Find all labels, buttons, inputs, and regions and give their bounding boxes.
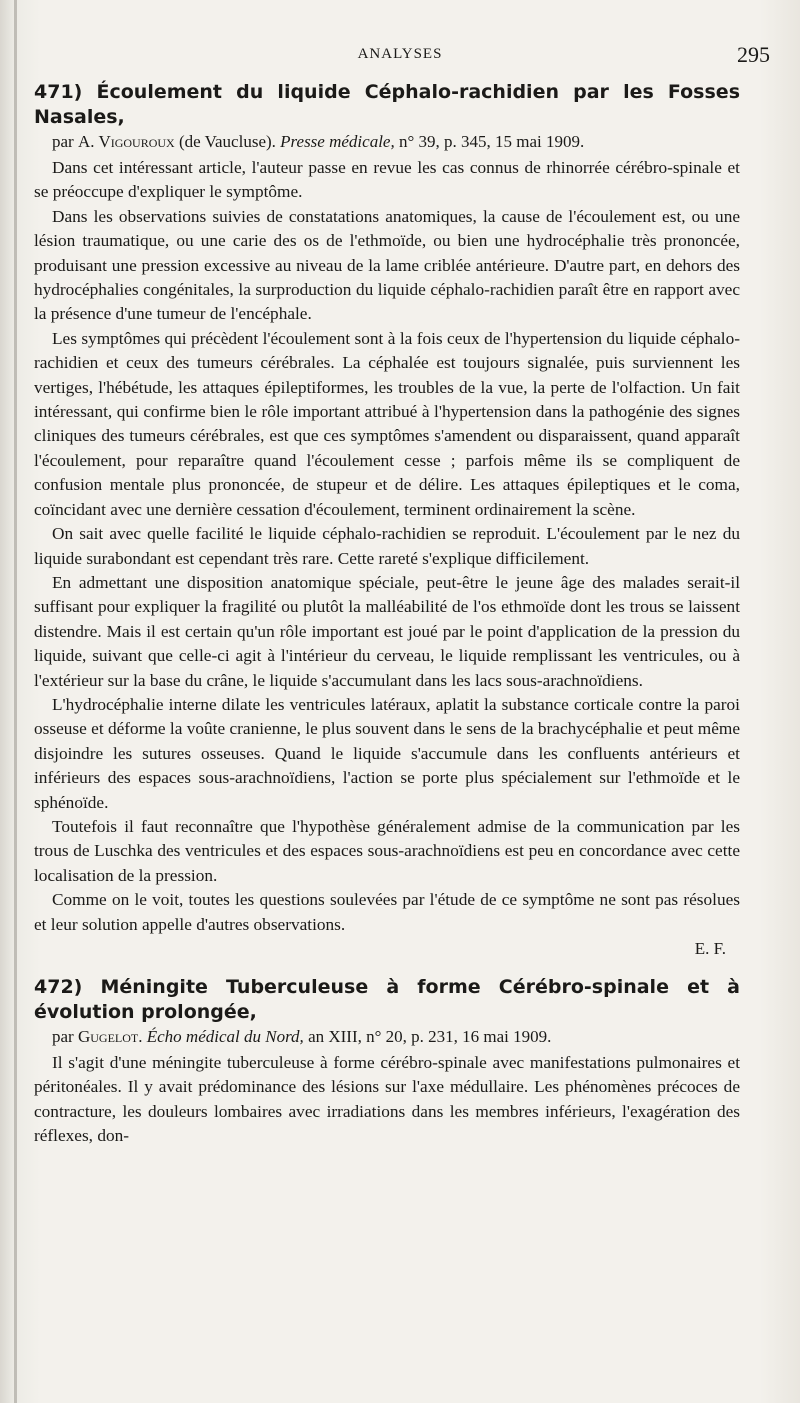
byline-prefix: par bbox=[52, 1027, 74, 1046]
running-head: ANALYSES bbox=[357, 46, 443, 62]
page-header bbox=[30, 42, 770, 70]
author-name: Gugelot. bbox=[77, 1027, 143, 1046]
byline-prefix: par bbox=[52, 132, 74, 151]
article-471 bbox=[34, 80, 740, 959]
article-byline bbox=[34, 130, 740, 154]
signature: E. F. bbox=[694, 939, 726, 958]
citation: an XIII, n° 20, p. 231, 16 mai 1909. bbox=[308, 1027, 552, 1046]
paragraph: Il s'agit d'une méningite tuberculeuse à forme cérébro-spinale avec manifestations pulmonaires et péritonéales. Il y avait prédominance des lésions sur l'axe médullaire. Les phénomènes précoces de contracture, les douleurs lombaires avec irradiations dans les membres inférieurs, l'exagération des réflexes, don- bbox=[34, 1053, 740, 1146]
author-name: A. Vigouroux bbox=[77, 132, 175, 151]
page-content bbox=[34, 80, 740, 1149]
article-title: 471) Écoulement du liquide Céphalo-rachidien par les Fosses Nasales, bbox=[34, 81, 740, 128]
author-place: (de Vaucluse). bbox=[178, 132, 276, 151]
paragraph: Toutefois il faut reconnaître que l'hypothèse généralement admise de la communication par les trous de Luschka des ventricules et des espaces sous-arachnoïdiens est peu en concordance avec cette localisation de la pression. bbox=[34, 816, 740, 885]
journal-name: Presse médicale, bbox=[280, 132, 395, 151]
article-472 bbox=[34, 975, 740, 1149]
article-byline bbox=[34, 1025, 740, 1049]
paragraph: En admettant une disposition anatomique spéciale, peut-être le jeune âge des malades serait-il suffisant pour expliquer la fragilité ou plutôt la malléabilité de l'os ethmoïde dont les trous se laissent distendre. Mais il est certain qu'un rôle important est joué par le point d'application de la pression du liquide, suivant que celle-ci agit à l'intérieur du cerveau, le liquide remplissant les ventricules, ou à l'extérieur sur la base du crâne, le liquide s'accumulant dans les lacs sous-arachnoïdiens. bbox=[34, 572, 740, 690]
paragraph: L'hydrocéphalie interne dilate les ventricules latéraux, aplatit la substance corticale contre la paroi osseuse et déforme la voûte cranienne, le plus souvent dans le sens de la brachycéphalie et peut même disjoindre les sutures osseuses. Quand le liquide s'accumule dans les confluents antérieurs et inférieurs des espaces sous-arachnoïdiens, l'action se porte plus spécialement sur l'ethmoïde et le sphénoïde. bbox=[34, 694, 740, 812]
page-number: 295 bbox=[737, 42, 770, 67]
paragraph: Comme on le voit, toutes les questions soulevées par l'étude de ce symptôme ne sont pas résolues et leur solution appelle d'autres observations. bbox=[34, 890, 740, 934]
journal-name: Écho médical du Nord, bbox=[146, 1027, 304, 1046]
paragraph: Les symptômes qui précèdent l'écoulement sont à la fois ceux de l'hypertension du liquide céphalo-rachidien et ceux des tumeurs cérébrales. La céphalée est toujours signalée, puis surviennent les vertiges, l'hébétude, les attaques épileptiformes, les troubles de la vue, la perte de l'olfaction. Un fait intéressant, qui confirme bien le rôle important attribué à l'hypertension dans la pathogénie des signes cliniques des tumeurs cérébrales, est que ces symptômes s'amendent ou disparaissent, quand apparaît l'écoulement, pour reparaître quand l'écoulement cesse ; parfois même ils se compliquent de confusion mentale plus prononcée, de stupeur et de délire. Les attaques épileptiques et le coma, coïncidant avec une dernière cessation d'écoulement, terminent ordinairement la scène. bbox=[34, 328, 740, 519]
citation: n° 39, p. 345, 15 mai 1909. bbox=[398, 132, 585, 151]
paragraph: Dans les observations suivies de constatations anatomiques, la cause de l'écoulement est, ou une lésion traumatique, ou une carie des os de l'ethmoïde, ou bien une hydrocéphalie très prononcée, produisant une pression excessive au niveau de la lame criblée antérieure. D'autre part, en dehors des hydrocéphalies congénitales, la surproduction du liquide céphalo-rachidien paraît être en rapport avec la présence d'une tumeur de l'encéphale. bbox=[34, 206, 740, 324]
paragraph: Dans cet intéressant article, l'auteur passe en revue les cas connus de rhinorrée cérébro-spinale et se préoccupe d'expliquer le symptôme. bbox=[34, 158, 740, 202]
paragraph: On sait avec quelle facilité le liquide céphalo-rachidien se reproduit. L'écoulement par le nez du liquide surabondant est cependant très rare. Cette rareté s'explique difficilement. bbox=[34, 524, 740, 568]
article-title: 472) Méningite Tuberculeuse à forme Cérébro-spinale et à évolution prolongée, bbox=[34, 976, 740, 1023]
binding-shadow bbox=[14, 0, 17, 1403]
